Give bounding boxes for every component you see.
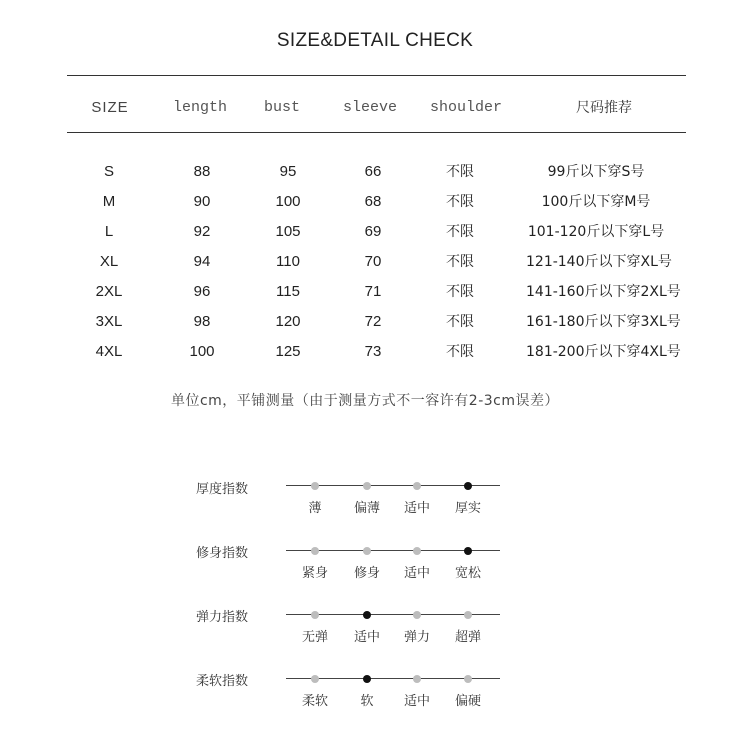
meter-dot (311, 547, 319, 555)
meter-dot (413, 611, 421, 619)
meter-option-label: 适中 (403, 501, 430, 516)
size-cell: 4XL (95, 343, 123, 360)
meter-option-label: 适中 (403, 694, 430, 709)
recommend-cell: 141-160斤以下穿2XL号 (526, 284, 681, 300)
meter-option-label: 超弹 (454, 630, 481, 645)
meter-label-elasticity: 弹力指数 (196, 610, 249, 625)
size-cell: 2XL (95, 283, 123, 300)
meter-option-label: 柔软 (301, 694, 328, 709)
meter-label-softness: 柔软指数 (196, 674, 249, 689)
length-cell: 88 (193, 163, 211, 180)
length-cell: 98 (193, 313, 211, 330)
table-row (0, 247, 750, 277)
sleeve-cell: 72 (364, 313, 382, 330)
meter-dot (311, 482, 319, 490)
meter-option-label: 弹力 (403, 630, 430, 645)
sleeve-cell: 68 (364, 193, 382, 210)
size-cell: 3XL (95, 313, 123, 330)
meter-label-thickness: 厚度指数 (196, 482, 249, 497)
table-row (0, 187, 750, 217)
recommend-cell: 181-200斤以下穿4XL号 (526, 344, 681, 360)
shoulder-cell: 不限 (446, 284, 474, 300)
meter-dot-selected (363, 675, 371, 683)
meter-option-label: 偏硬 (454, 694, 481, 709)
shoulder-cell: 不限 (446, 254, 474, 270)
table-header-rule (67, 132, 686, 133)
meter-dot (311, 611, 319, 619)
recommend-cell: 161-180斤以下穿3XL号 (526, 314, 681, 330)
meter-dot-selected (464, 547, 472, 555)
meter-dot-selected (464, 482, 472, 490)
length-cell: 96 (193, 283, 211, 300)
table-row (0, 277, 750, 307)
column-header-size: SIZE (91, 99, 129, 116)
shoulder-cell: 不限 (446, 164, 474, 180)
bust-cell: 110 (276, 253, 300, 270)
bust-cell: 100 (275, 193, 301, 210)
shoulder-cell: 不限 (446, 194, 474, 210)
meter-label-fit: 修身指数 (196, 546, 249, 561)
meter-option-label: 适中 (403, 566, 430, 581)
measurement-note: 单位cm，平铺测量（由于测量方式不一容许有2-3cm误差） (170, 393, 560, 409)
meter-dot (363, 547, 371, 555)
bust-cell: 115 (276, 283, 300, 300)
meter-option-label: 薄 (308, 501, 322, 516)
sleeve-cell: 73 (364, 343, 382, 360)
column-header-recommend: 尺码推荐 (576, 100, 632, 116)
recommend-cell: 121-140斤以下穿XL号 (526, 254, 672, 270)
meter-option-label: 宽松 (454, 566, 481, 581)
table-row (0, 157, 750, 187)
sleeve-cell: 66 (364, 163, 382, 180)
bust-cell: 120 (275, 313, 301, 330)
table-row (0, 337, 750, 367)
bust-cell: 95 (279, 163, 297, 180)
sleeve-cell: 71 (364, 283, 382, 300)
meter-option-label: 无弹 (301, 630, 328, 645)
length-cell: 90 (193, 193, 211, 210)
meter-dot (464, 675, 472, 683)
recommend-cell: 100斤以下穿M号 (541, 194, 651, 210)
size-cell: L (104, 223, 114, 240)
meter-dot (413, 482, 421, 490)
size-cell: XL (99, 253, 119, 270)
meter-option-label: 紧身 (301, 566, 328, 581)
recommend-cell: 101-120斤以下穿L号 (527, 224, 665, 240)
column-header-bust: bust (263, 99, 300, 116)
shoulder-cell: 不限 (446, 224, 474, 240)
column-header-sleeve: sleeve (342, 99, 397, 116)
shoulder-cell: 不限 (446, 314, 474, 330)
meter-dot (464, 611, 472, 619)
meter-option-label: 厚实 (454, 501, 481, 516)
length-cell: 100 (189, 343, 215, 360)
meter-option-label: 修身 (353, 566, 380, 581)
length-cell: 92 (193, 223, 211, 240)
page-title: SIZE&DETAIL CHECK (276, 30, 474, 51)
meter-dot (311, 675, 319, 683)
length-cell: 94 (193, 253, 211, 270)
column-header-length: length (172, 99, 227, 116)
meter-dot (363, 482, 371, 490)
meter-dot-selected (363, 611, 371, 619)
meter-dot (413, 547, 421, 555)
table-header-row (0, 93, 750, 123)
meter-option-label: 适中 (353, 630, 380, 645)
meter-dot (413, 675, 421, 683)
size-cell: S (103, 163, 114, 180)
table-top-rule (67, 75, 686, 76)
bust-cell: 125 (275, 343, 301, 360)
shoulder-cell: 不限 (446, 344, 474, 360)
recommend-cell: 99斤以下穿S号 (547, 164, 645, 180)
meter-option-label: 偏薄 (353, 501, 380, 516)
sleeve-cell: 70 (364, 253, 382, 270)
sleeve-cell: 69 (364, 223, 382, 240)
size-cell: M (102, 193, 116, 210)
table-row (0, 217, 750, 247)
bust-cell: 105 (275, 223, 301, 240)
column-header-shoulder: shoulder (429, 99, 502, 116)
meter-option-label: 软 (360, 694, 374, 709)
table-row (0, 307, 750, 337)
